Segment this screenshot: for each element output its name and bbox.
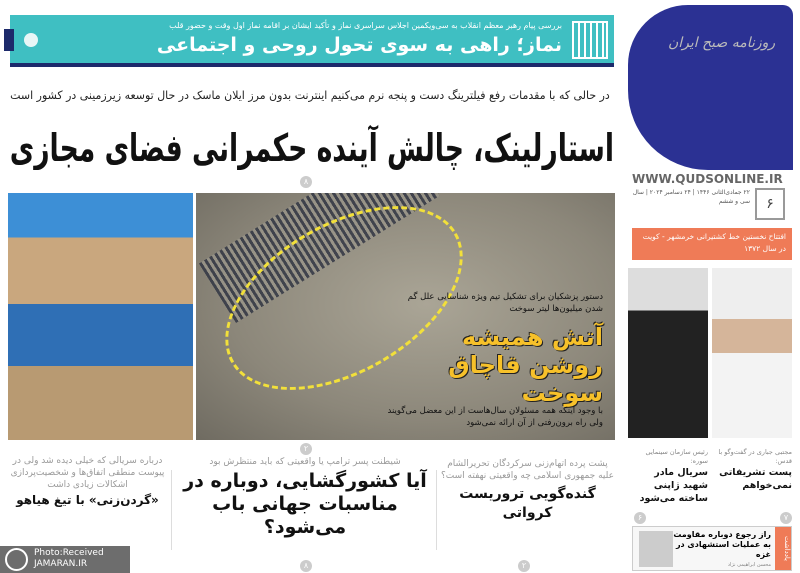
page-number: ۶ xyxy=(634,512,646,524)
page-number: ۸ xyxy=(300,176,312,188)
story-headline: «گردن‌زنی» با تیغ هیاهو xyxy=(16,493,159,507)
watermark xyxy=(0,546,130,573)
person-title: سریال مادر شهید ژاپنی ساخته می‌شود xyxy=(639,467,708,504)
date-line: ۲۲ جمادی‌الثانی ۱۴۴۶ | ۲۴ دسامبر ۲۰۲۴ | سال سی و ششم xyxy=(632,189,750,205)
person-story[interactable] xyxy=(632,448,708,505)
emblem-icon xyxy=(572,21,608,59)
banner-kicker: بررسی پیام رهبر معظم انقلاب به سی‌ویکمین اجلاس سراسری نماز و تأکید ایشان بر اقامه نماز اول وقت و حضور قلب xyxy=(169,21,562,30)
decor-icon xyxy=(4,29,14,51)
divider xyxy=(436,470,437,550)
story-kicker: شیطنت پسر ترامپ یا واقعیتی که باید منتظرش بود xyxy=(209,457,401,467)
banner-title: نماز؛ راهی به سوی تحول روحی و اجتماعی xyxy=(156,34,562,56)
story-series[interactable] xyxy=(6,455,169,508)
logo-tagline: روزنامه صبح ایران xyxy=(668,35,776,51)
lead-supertitle: در حالی که با مقدمات رفع فیلترینگ دست و پنجه نرم می‌کنیم اینترنت بدون مرز ایلان ماسک در حال توسعه زیرزمینی در کشور است xyxy=(10,88,610,102)
website-url[interactable]: WWW.QUDSONLINE.IR xyxy=(632,172,783,186)
page-number: ۸ xyxy=(300,560,312,572)
page-number: ۲ xyxy=(300,443,312,455)
note-box[interactable] xyxy=(632,526,792,571)
story-croatian[interactable] xyxy=(440,458,615,523)
note-tab: یادداشت xyxy=(775,527,791,570)
banner[interactable] xyxy=(10,15,614,67)
lead-headline[interactable]: استارلینک، چالش آینده حکمرانی فضای مجازی xyxy=(9,126,615,170)
photo-summary: با وجود اینکه همه مسئولان سال‌هاست از این معضل می‌گویند ولی راه برون‌رفتی از آن ارائه نمی‌شود xyxy=(387,406,603,428)
promo-box[interactable]: افتتاح نخستین خط کشتیرانی خرمشهر - کویت در سال ۱۳۷۲ xyxy=(632,228,792,260)
person-title: پست تشریفاتی نمی‌خواهم xyxy=(719,467,792,491)
watermark-line2: JAMARAN.IR xyxy=(34,559,88,569)
satellite-photo[interactable] xyxy=(196,193,615,440)
person-story[interactable] xyxy=(712,448,792,492)
page-number: ۷ xyxy=(780,512,792,524)
issue-number: ۶ xyxy=(755,188,785,220)
jamaran-logo-icon xyxy=(5,548,28,571)
note-author: محسن ابراهیمی نژاد xyxy=(727,562,771,568)
photo-headline: آتش همیشه روشن قاچاق سوخت xyxy=(448,323,603,407)
portrait-jabbari xyxy=(712,268,792,438)
person-kicker: مجتبی جباری در گفت‌وگو با قدس: xyxy=(718,448,792,465)
person-kicker: رئیس سازمان سینمایی سوره: xyxy=(645,448,708,465)
author-photo xyxy=(639,531,673,567)
note-title: راز رجوع دوباره مقاومت به عملیات استشهادی در غزه xyxy=(673,530,771,559)
story-kicker: پشت پرده اتهام‌زنی سرکردگان تحریرالشام علیه جمهوری اسلامی چه واقعیتی نهفته است؟ xyxy=(441,459,614,481)
portrait-woman xyxy=(628,268,708,438)
photo-kicker: دستور پزشکیان برای تشکیل تیم ویژه شناسایی علل گم شدن میلیون‌ها لیتر سوخت xyxy=(407,292,603,314)
story-kicker: درباره سریالی که خیلی دیده شد ولی در پیوست منطقی اتفاق‌ها و شخصیت‌پردازی اشکالات زیادی داشت xyxy=(10,456,165,490)
logo-mark xyxy=(628,5,793,170)
masthead-logo[interactable] xyxy=(628,5,793,170)
divider xyxy=(171,470,172,550)
story-headline: گنده‌گویی تروریست کرواتی xyxy=(459,486,596,521)
story-expansion[interactable] xyxy=(176,456,434,539)
story-headline: آیا کشورگشایی، دوباره در مناسبات جهانی باب می‌شود؟ xyxy=(183,470,427,538)
page-badge-icon xyxy=(24,33,38,47)
watermark-line1: Photo:Received xyxy=(34,548,104,558)
tanker-photo xyxy=(8,193,193,440)
page-number: ۲ xyxy=(518,560,530,572)
